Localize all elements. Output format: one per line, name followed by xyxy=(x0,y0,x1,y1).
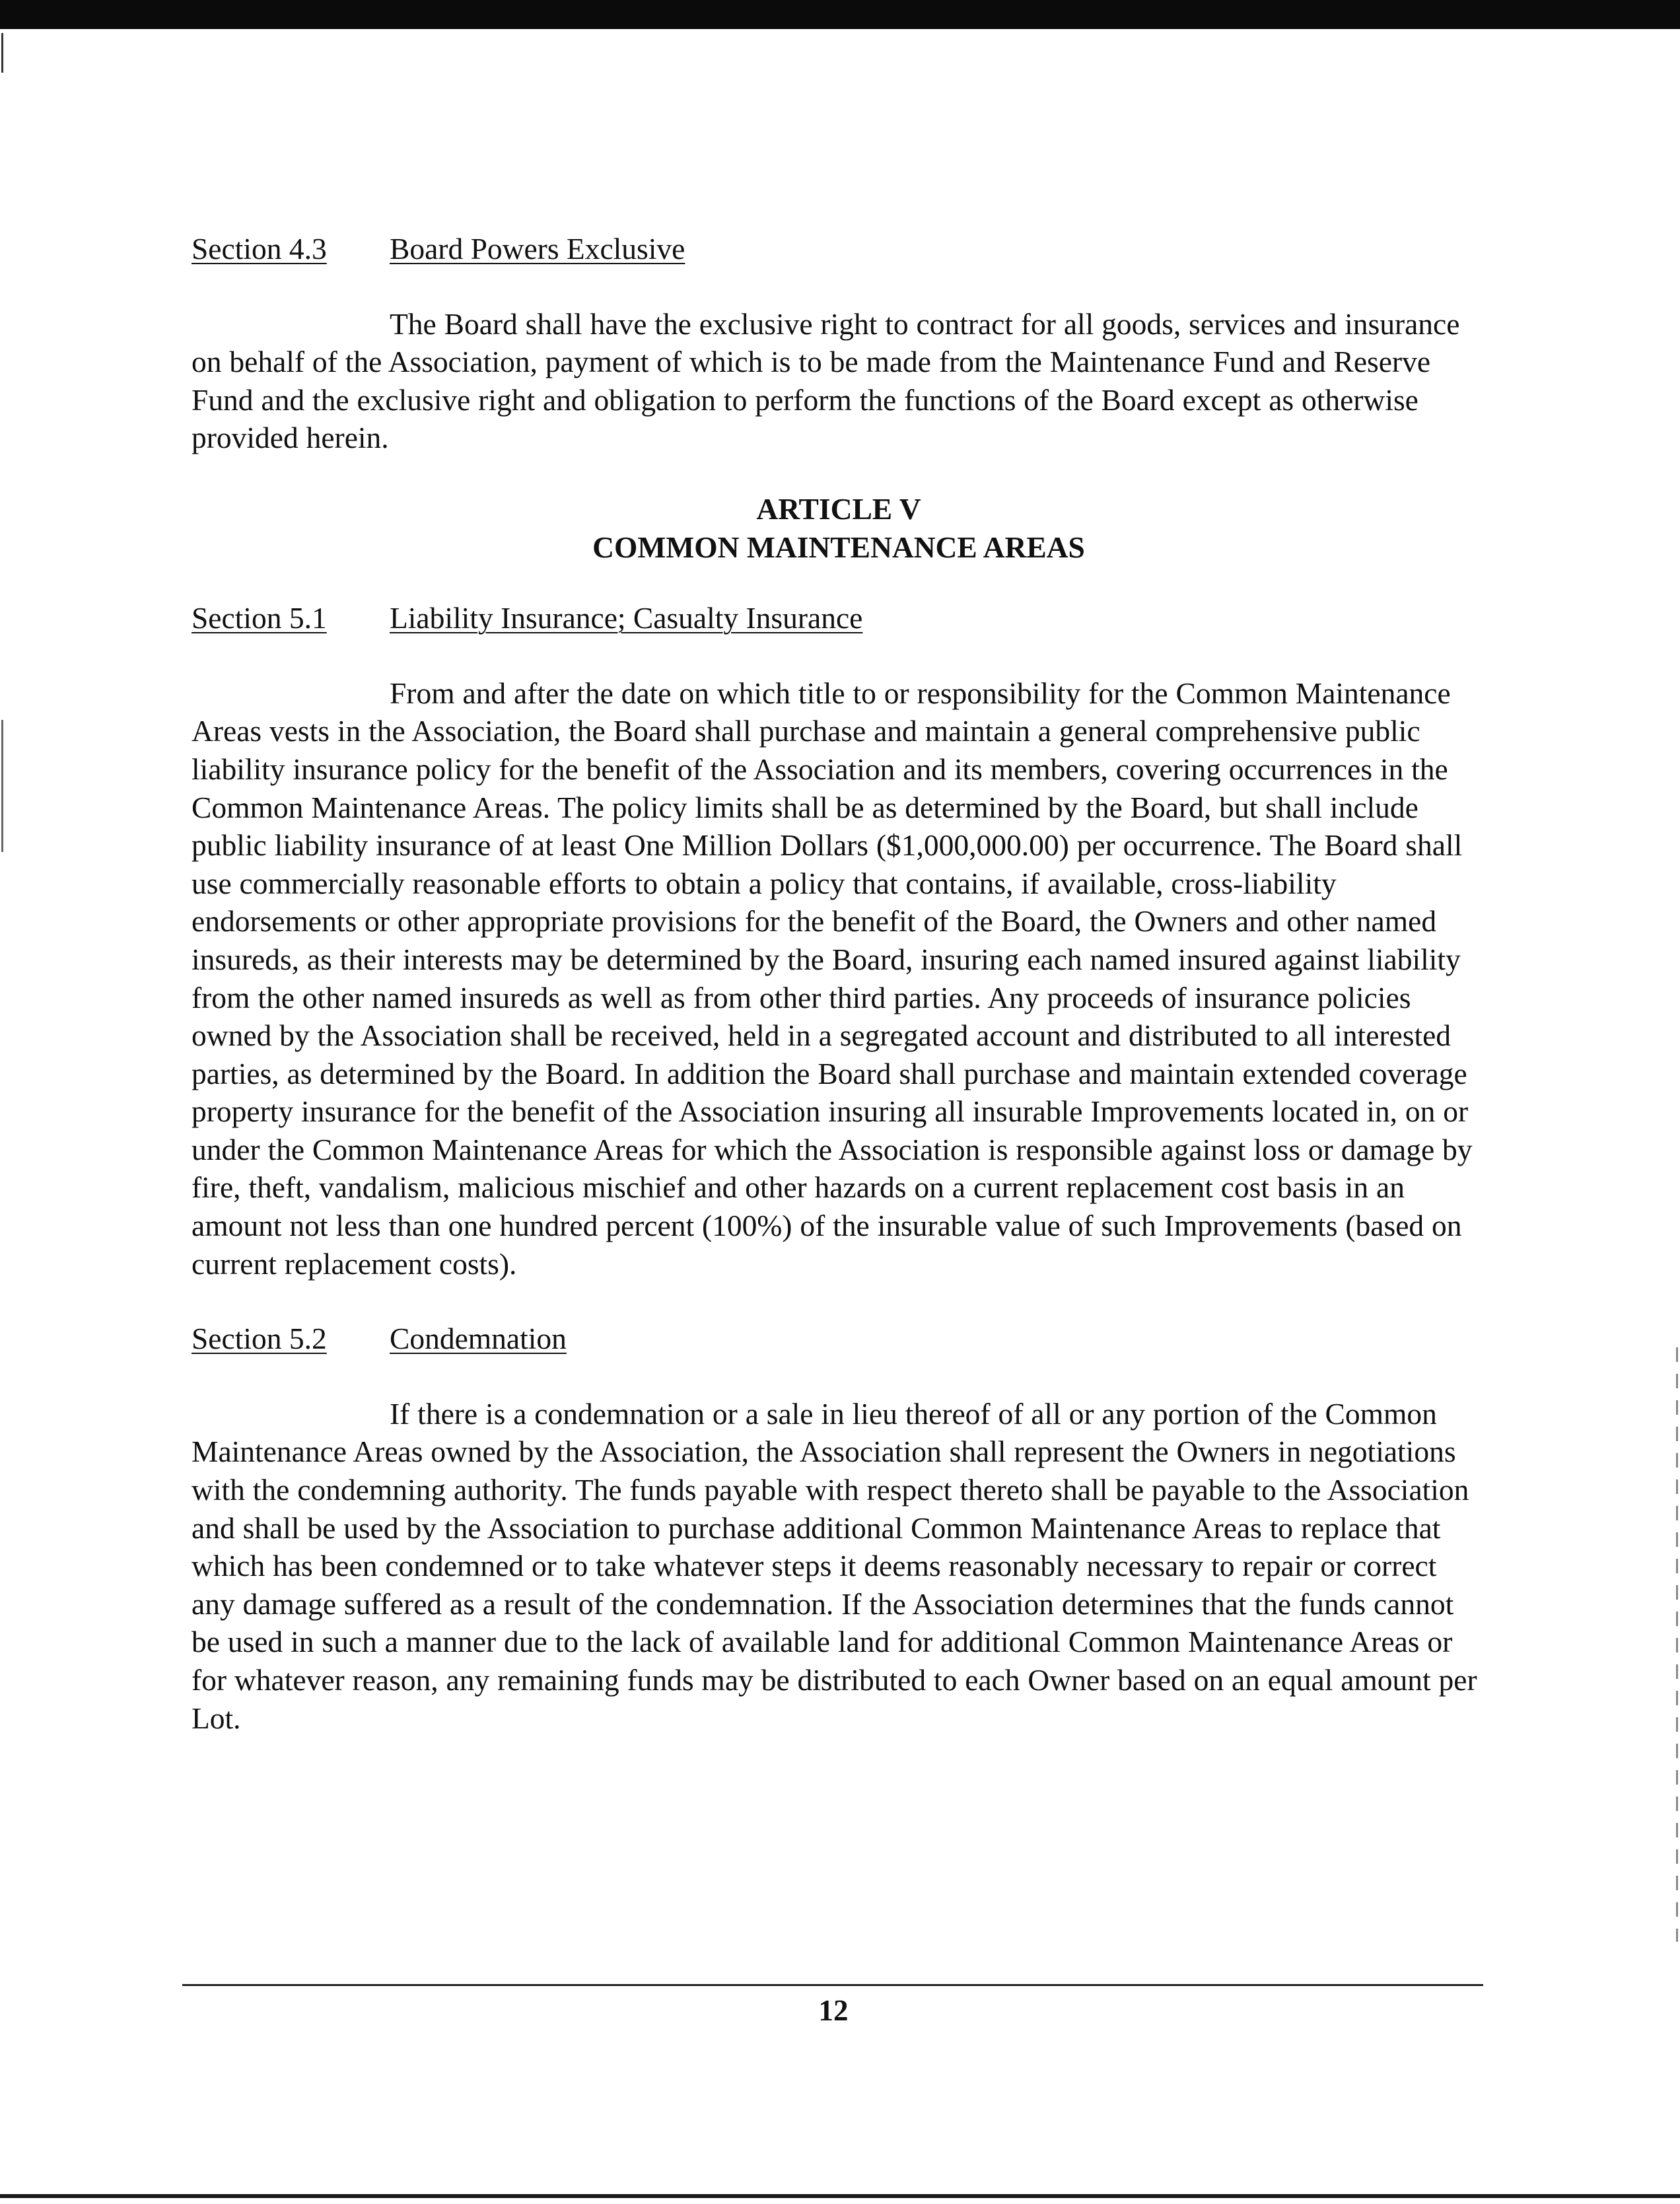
article-title: COMMON MAINTENANCE AREAS xyxy=(592,530,1085,564)
section-title: Condemnation xyxy=(390,1322,567,1356)
footer-divider xyxy=(182,1984,1483,1986)
section-paragraph: If there is a condemnation or a sale in lieu thereof of all or any portion of the Common Maintenance Areas owned by the Association, the Association shall represent the Owners in negotiations with the condemning authority. The funds payable with respect thereto shall be payable to the Association and shall be used by the Association to purchase additional Common Maintenance Areas to replace that which has been condemned or to take whatever steps it deems reasonably necessary to repair or correct any damage suffered as a result of the condemnation. If the Association determines that the funds cannot be used in such a manner due to the lack of available land for additional Common Maintenance Areas or for whatever reason, any remaining funds may be distributed to each Owner based on an equal amount per Lot. xyxy=(192,1396,1477,1735)
section-title: Board Powers Exclusive xyxy=(390,232,685,266)
section-heading xyxy=(192,230,1486,268)
section-heading xyxy=(192,1320,1486,1358)
scan-edge-mark xyxy=(1676,1347,1678,1942)
section-heading xyxy=(192,599,1486,637)
scan-bottom-border xyxy=(0,2194,1680,2198)
section-number: Section 4.3 xyxy=(192,232,327,266)
scan-top-border xyxy=(0,0,1680,29)
section-title: Liability Insurance; Casualty Insurance xyxy=(390,601,863,635)
section-paragraph: From and after the date on which title to or responsibility for the Common Maintenance Areas vests in the Association, the Board shall purchase and maintain a general comprehensive public liability insurance policy for the benefit of the Association and its members, covering occurrences in the Common Maintenance Areas. The policy limits shall be as determined by the Board, but shall include public liability insurance of at least One Million Dollars ($1,000,000.00) per occurrence. The Board shall use commercially reasonable efforts to obtain a policy that contains, if available, cross-liability endorsements or other appropriate provisions for the benefit of the Board, the Owners and other named insureds, as their interests may be determined by the Board, insuring each named insured against liability from the other named insureds as well as from other third parties. Any proceeds of insurance policies owned by the Association shall be received, held in a segregated account and distributed to all interested parties, as determined by the Board. In addition the Board shall purchase and maintain extended coverage property insurance for the benefit of the Association insuring all insurable Improvements located in, on or under the Common Maintenance Areas for which the Association is responsible against loss or damage by fire, theft, vandalism, malicious mischief and other hazards on a current replacement cost basis in an amount not less than one hundred percent (100%) of the insurable value of such Improvements (based on current replacement costs). xyxy=(192,676,1473,1281)
page-number: 12 xyxy=(818,1994,849,2027)
article-number: ARTICLE V xyxy=(756,491,921,526)
section-paragraph: The Board shall have the exclusive right to contract for all goods, services and insurance on behalf of the Association, payment of which is to be made from the Maintenance Fund and Reserve Fund and the exclusive right and obligation to perform the functions of the Board except as otherwise provided herein. xyxy=(192,306,1460,455)
article-heading xyxy=(192,490,1486,566)
section-number: Section 5.2 xyxy=(192,1322,327,1356)
scan-edge-mark xyxy=(1,33,3,73)
section-number: Section 5.1 xyxy=(192,601,327,635)
document-body xyxy=(192,230,1486,1737)
scan-edge-mark xyxy=(1,720,3,852)
